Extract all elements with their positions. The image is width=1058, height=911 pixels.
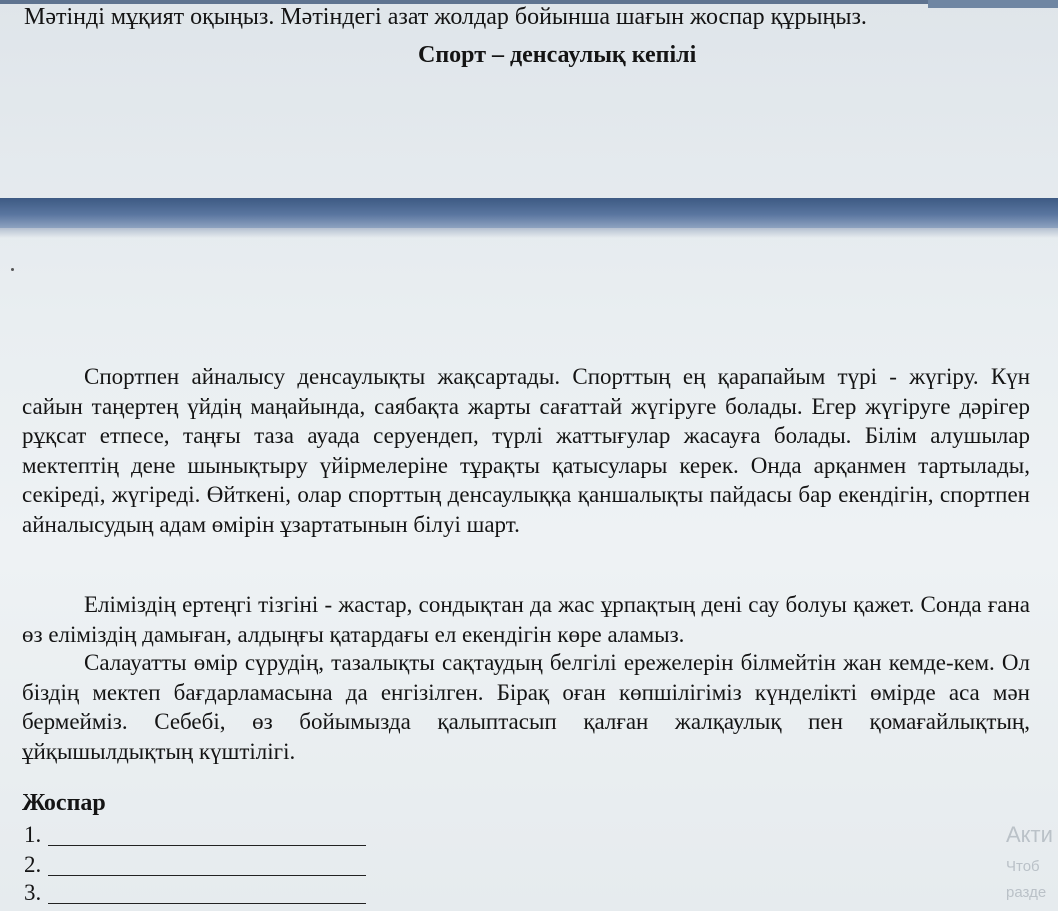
plan-answer-line: [48, 874, 366, 876]
text-title: Спорт – денсаулық кепілі: [418, 42, 697, 68]
activation-watermark-line-2: Чтоб: [1006, 858, 1040, 875]
blue-divider-band: [0, 198, 1058, 228]
activation-watermark-line-1: Акти: [1006, 822, 1053, 847]
plan-item-1: [24, 820, 366, 848]
plan-item-number: 3.: [24, 880, 42, 905]
plan-answer-line: [48, 844, 366, 846]
paragraph-2: Еліміздің ертеңгі тізгіні - жастар, сондықтан да жас ұрпақтың дені сау болуы қажет. Сонда ғана өз еліміздің дамыған, алдыңғы қатардағы ел екендігін көре аламыз.: [22, 592, 1030, 647]
band-shadow: [0, 228, 1058, 238]
activation-watermark-line-3: разде: [1006, 884, 1047, 901]
paragraph-3: Салауатты өмір сүрудің, тазалықты сақтаудың белгілі ережелерін білмейтін жан кемде-кем. Ол біздің мектеп бағдарламасына да енгізілген. Бірақ оған көпшілігіміз күнделікті өмірде аса мән бермейміз. Себебі, өз бойымызда қалыптасып қалған жалқаулық пен қомағайлықтың, ұйқышылдықтың күштілігі.: [22, 650, 1030, 764]
plan-item-2: [24, 850, 366, 878]
plan-heading: Жоспар: [22, 790, 106, 816]
paragraph-1: Спортпен айналысу денсаулықты жақсартады. Спорттың ең қарапайым түрі - жүгіру. Күн сайын таңертең үйдің маңайында, саябақта жарты сағаттай жүгіруге болады. Егер жүгіруге дәрігер рұқсат етпесе, таңғы таза ауада серуендеп, түрлі жаттығулар жасауға болады. Білім алушылар мектептің дене шынықтыру үйірмелеріне тұрақты қатысулары керек. Онда арқанмен тартылады, секіреді, жүгіреді. Өйткені, олар спорттың денсаулыққа қаншалықты пайдасы бар екендігін, спортпен айналысудың адам өмірін ұзартатынын білуі шарт.: [22, 364, 1030, 537]
plan-item-number: 1.: [24, 822, 42, 847]
plan-item-number: 2.: [24, 852, 42, 877]
stray-dot: [11, 268, 14, 271]
top-strip-tab: [928, 0, 1058, 8]
plan-item-3: [24, 878, 366, 906]
plan-answer-line: [48, 902, 366, 904]
task-instruction: Мәтінді мұқият оқыңыз. Мәтіндегі азат жолдар бойынша шағын жоспар құрыңыз.: [24, 4, 867, 30]
